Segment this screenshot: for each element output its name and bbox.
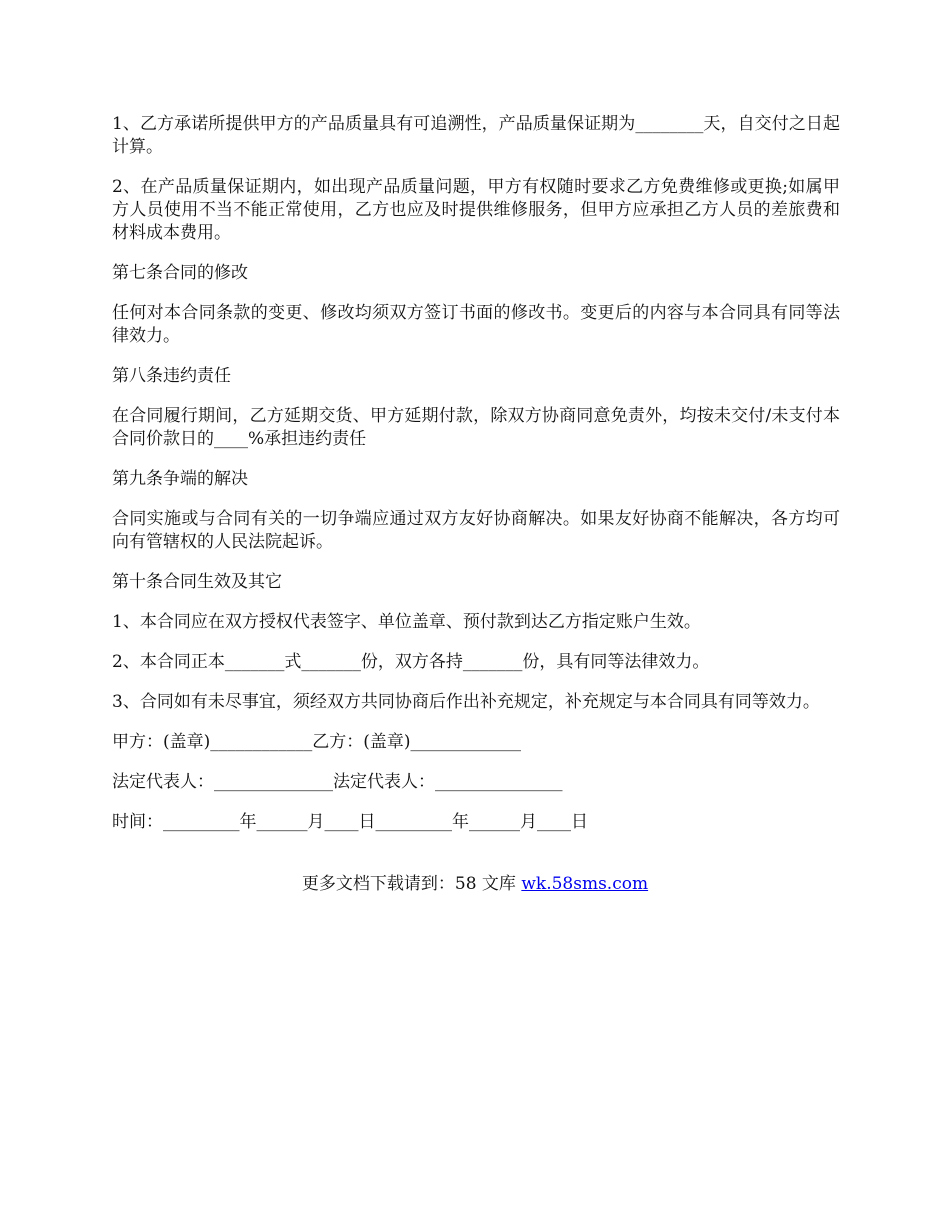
clause-supplement: 3、合同如有未尽事宜，须经双方共同协商后作出补充规定，补充规定与本合同具有同等效力。	[112, 692, 820, 712]
section-heading-disputes: 第九条争端的解决	[112, 469, 248, 489]
contract-body	[112, 113, 840, 851]
footer-text: 更多文档下载请到：58 文库	[301, 874, 522, 894]
clause-warranty-repair: 2、在产品质量保证期内，如出现产品质量问题，甲方有权随时要求乙方免费维修或更换;如属甲方人员使用不当不能正常使用，乙方也应及时提供维修服务，但甲方应承担乙方人员的差旅费和材料成本费用。	[112, 177, 840, 243]
footer-link[interactable]: wk.58sms.com	[521, 874, 649, 894]
signature-seal-line: 甲方：(盖章)____________乙方：(盖章)_____________	[112, 732, 522, 752]
section-heading-liability: 第八条违约责任	[112, 366, 231, 386]
clause-liability: 在合同履行期间，乙方延期交货、甲方延期付款，除双方协商同意免责外，均按未交付/未支付本合同价款日的____%承担违约责任	[112, 406, 840, 449]
clause-amendment: 任何对本合同条款的变更、修改均须双方签订书面的修改书。变更后的内容与本合同具有同等法律效力。	[112, 303, 840, 346]
clause-disputes: 合同实施或与合同有关的一切争端应通过双方友好协商解决。如果友好协商不能解决，各方均可向有管辖权的人民法院起诉。	[112, 509, 840, 552]
clause-effectiveness: 1、本合同应在双方授权代表签字、单位盖章、预付款到达乙方指定账户生效。	[112, 612, 701, 632]
signature-date-line: 时间：_________年______月____日_________年______月____日	[112, 812, 588, 832]
section-heading-amendment: 第七条合同的修改	[112, 263, 248, 283]
clause-warranty-period: 1、乙方承诺所提供甲方的产品质量具有可追溯性，产品质量保证期为________天，自交付之日起计算。	[112, 114, 840, 157]
download-footer	[0, 873, 950, 896]
section-heading-effectiveness: 第十条合同生效及其它	[112, 572, 282, 592]
signature-representative-line: 法定代表人：______________法定代表人：_______________	[112, 772, 563, 792]
clause-copies: 2、本合同正本_______式_______份，双方各持_______份，具有同等法律效力。	[112, 652, 710, 672]
